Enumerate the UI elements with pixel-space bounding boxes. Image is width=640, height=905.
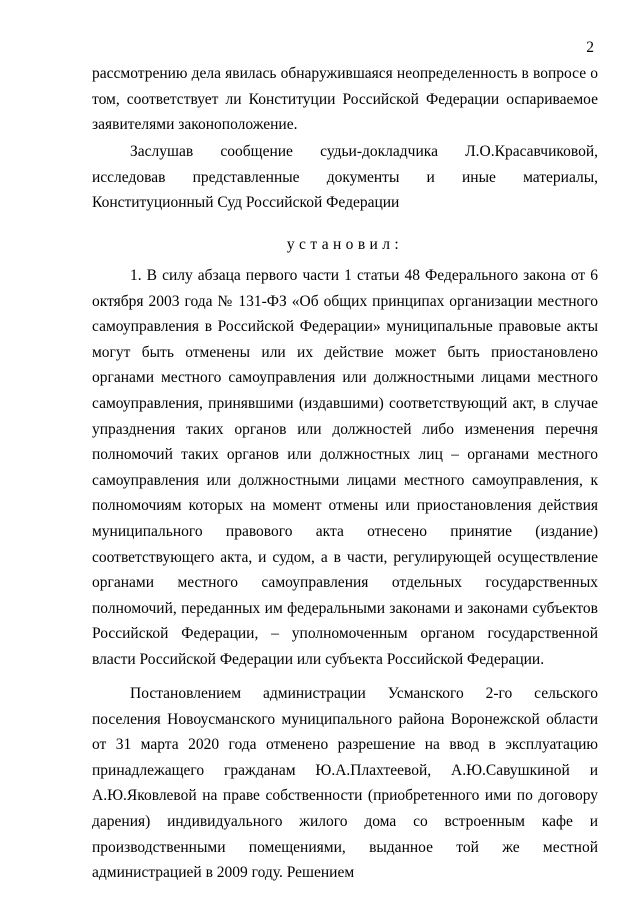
- text-block-point-1: [92, 263, 598, 673]
- paragraph-continuation: рассмотрению дела явилась обнаружившаяся неопределенность в вопросе о том, соответствует ли Конституции Российской Федерации оспариваемое заявителями законоположение.: [92, 65, 598, 134]
- text-block-report: [92, 139, 598, 216]
- paragraph-report: Заслушав сообщение судьи-докладчика Л.О.Красавчиковой, исследовав представленные документы и иные материалы, Конституционный Суд Российской Федерации: [92, 143, 598, 212]
- page-number: 2: [586, 39, 594, 56]
- paragraph-point-1: 1. В силу абзаца первого части 1 статьи 48 Федерального закона от 6 октября 2003 года № 131-ФЗ «Об общих принципах организации местного самоуправления в Российской Федерации» муниципальные правовые акты могут быть отменены или их действие может быть приостановлено органами местного самоуправления или должностными лицами местного самоуправления, принявшими (издавшими) соответствующий акт, в случае упразднения таких органов или должностей либо изменения перечня полномочий таких органов или должностных лиц – органами местного самоуправления или должностными лицами местного самоуправления, к полномочиям которых на момент отмены или приостановления действия муниципального правового акта отнесено принятие (издание) соответствующего акта, и судом, а в части, регулирующей осуществление органами местного самоуправления отдельных государственных полномочий, переданных им федеральными законами и законами субъектов Российской Федерации, – уполномоченным органом государственной власти Российской Федерации или субъекта Российской Федерации.: [92, 267, 598, 668]
- paragraph-resolution: Постановлением администрации Усманского 2-го сельского поселения Новоусманского муниципального района Воронежской области от 31 марта 2020 года отменено разрешение на ввод в эксплуатацию принадлежащего гражданам Ю.А.Плахтеевой, А.Ю.Савушкиной и А.Ю.Яковлевой на праве собственности (приобретенного ими по договору дарения) индивидуального жилого дома со встроенным кафе и производственными помещениями, выданное той же местной администрацией в 2009 году. Решением: [92, 685, 598, 882]
- text-block-intro: [92, 61, 598, 138]
- decision-heading: установил:: [286, 236, 404, 253]
- text-block-resolution: [92, 681, 598, 886]
